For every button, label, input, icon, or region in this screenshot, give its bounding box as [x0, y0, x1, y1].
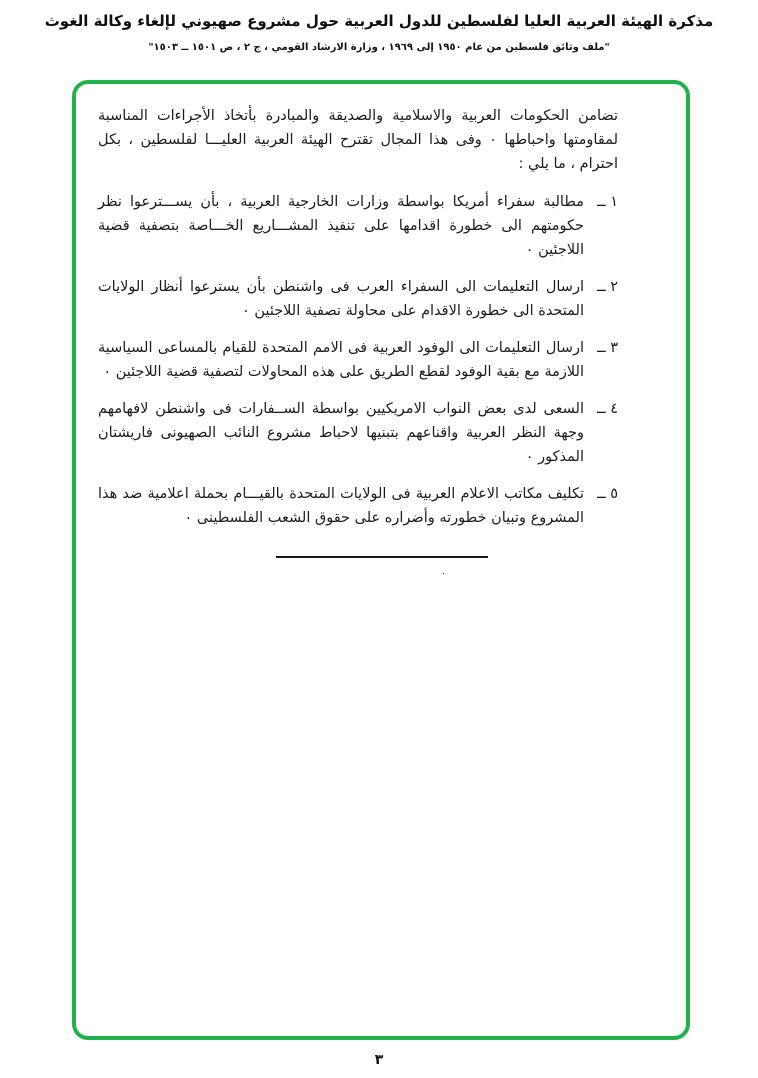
item-marker: ١ ــ — [597, 194, 618, 210]
document-title: مذكرة الهيئة العربية العليا لفلسطين للدول العربية حول مشروع صهيوني لإلغاء وكالة الغوث — [44, 12, 714, 30]
list-item-3 — [98, 336, 618, 384]
item-text: ارسال التعليمات الى الوفود العربية فى الامم المتحدة للقيام بالمساعى السياسية اللازمة مع بقية الوفود لقطع الطريق على هذه المحاولات لتصفية قضية اللاجئين ٠ — [98, 340, 584, 380]
intro-paragraph: تضامن الحكومات العربية والاسلامية والصديقة والمبادرة بأتخاذ الأجراءات المناسبة لمقاومتها واحباطها ٠ وفى هذا المجال تقترح الهيئة العربية العليـــا لفلسطين ، بكل احترام ، ما يلي : — [98, 108, 618, 172]
numbered-list — [98, 190, 618, 530]
item-text: ارسال التعليمات الى السفراء العرب فى واشنطن بأن يسترعوا أنظار الولايات المتحدة الى خطورة الاقدام على محاولة تصفية اللاجئين ٠ — [98, 279, 584, 319]
item-marker: ٢ ــ — [597, 279, 618, 295]
item-marker: ٥ ــ — [597, 486, 618, 502]
list-item-5 — [98, 482, 618, 530]
list-item-1 — [98, 190, 618, 262]
item-text: السعى لدى بعض النواب الامريكيين بواسطة الســفارات فى واشنطن لافهامهم وجهة النظر العربية واقناعهم بتبنيها لاحباط مشروع النائب الصهيونى فاريشتان المذكور ٠ — [98, 401, 584, 465]
page-number: ٣ — [374, 1052, 384, 1068]
source-citation: "ملف وثائق فلسطين من عام ١٩٥٠ إلى ١٩٦٩ ، وزارة الارشاد القومي ، ج ٢ ، ص ١٥٠١ ــ ١٥٠٣" — [148, 42, 610, 53]
item-marker: ٣ ــ — [597, 340, 618, 356]
document-header — [0, 12, 758, 53]
document-body — [98, 104, 618, 586]
list-item-2 — [98, 275, 618, 323]
item-text: مطالبة سفراء أمريكا بواسطة وزارات الخارجية العربية ، بأن يســـترعوا نظر حكومتهم الى خطورة اقدامها على تنفيذ المشـــاريع الخـــاصة بتصفية قضية اللاجئين ٠ — [98, 194, 584, 258]
footnote-divider-line — [276, 556, 488, 558]
footnote-mark: ٠ — [441, 569, 446, 579]
item-marker: ٤ ــ — [597, 401, 618, 417]
list-item-4 — [98, 397, 618, 469]
item-text: تكليف مكاتب الاعلام العربية فى الولايات المتحدة بالقيـــام بحملة اعلامية ضد هذا المشروع وتبيان خطورته وأضراره على حقوق الشعب الفلسطينى ٠ — [98, 486, 584, 526]
